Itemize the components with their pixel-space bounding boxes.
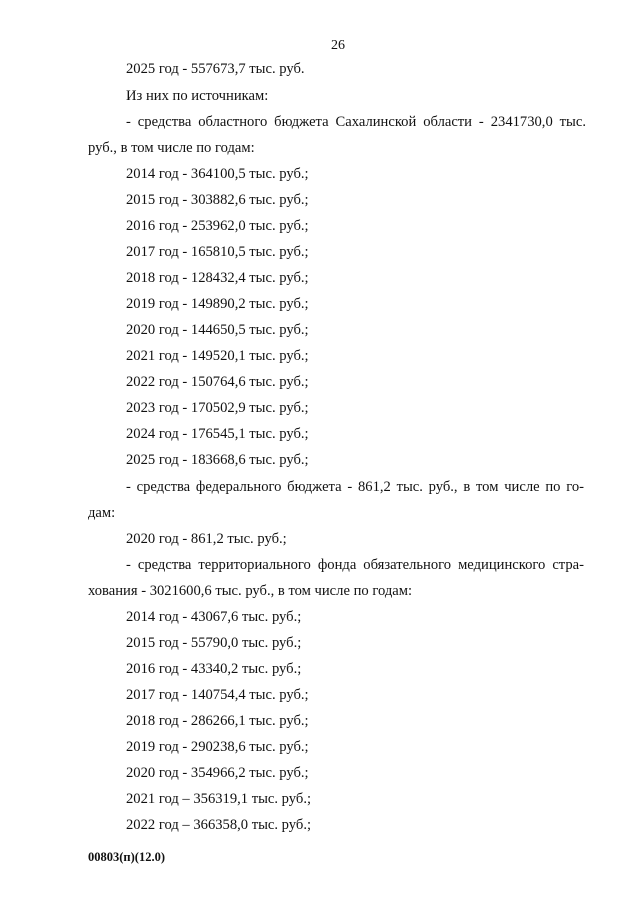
page-number: 26 [331,38,345,53]
text-line: 2017 год - 165810,5 тыс. руб.; [126,244,309,260]
text-line: - средства федерального бюджета - 861,2 тыс. руб., в том числе по го- [126,479,584,495]
text-line: 2015 год - 55790,0 тыс. руб.; [126,635,302,651]
text-line: 2021 год - 149520,1 тыс. руб.; [126,348,309,364]
text-line: 2024 год - 176545,1 тыс. руб.; [126,426,309,442]
text-line: 2014 год - 364100,5 тыс. руб.; [126,166,309,182]
text-line: - средства территориального фонда обязательного медицинского стра- [126,557,584,573]
footer-code: 00803(п)(12.0) [88,850,165,864]
text-line: 2020 год - 861,2 тыс. руб.; [126,531,287,547]
text-line: 2020 год - 144650,5 тыс. руб.; [126,322,309,338]
text-line: 2015 год - 303882,6 тыс. руб.; [126,192,309,208]
text-line: хования - 3021600,6 тыс. руб., в том числе по годам: [88,583,413,599]
text-line: 2025 год - 183668,6 тыс. руб.; [126,452,309,468]
text-line: 2019 год - 290238,6 тыс. руб.; [126,739,309,755]
text-line: руб., в том числе по годам: [88,140,255,156]
text-line: - средства областного бюджета Сахалинской области - 2341730,0 тыс. [126,114,586,130]
text-line: 2025 год - 557673,7 тыс. руб. [126,61,305,77]
text-line: 2022 год – 366358,0 тыс. руб.; [126,817,312,833]
text-line: 2021 год – 356319,1 тыс. руб.; [126,791,312,807]
text-line: Из них по источникам: [126,88,269,104]
text-line: 2019 год - 149890,2 тыс. руб.; [126,296,309,312]
text-line: 2017 год - 140754,4 тыс. руб.; [126,687,309,703]
text-line: 2020 год - 354966,2 тыс. руб.; [126,765,309,781]
text-line: 2018 год - 128432,4 тыс. руб.; [126,270,309,286]
text-line: 2022 год - 150764,6 тыс. руб.; [126,374,309,390]
text-line: 2016 год - 253962,0 тыс. руб.; [126,218,309,234]
text-line: дам: [88,505,116,521]
text-line: 2018 год - 286266,1 тыс. руб.; [126,713,309,729]
text-line: 2023 год - 170502,9 тыс. руб.; [126,400,309,416]
text-line: 2014 год - 43067,6 тыс. руб.; [126,609,302,625]
text-line: 2016 год - 43340,2 тыс. руб.; [126,661,302,677]
